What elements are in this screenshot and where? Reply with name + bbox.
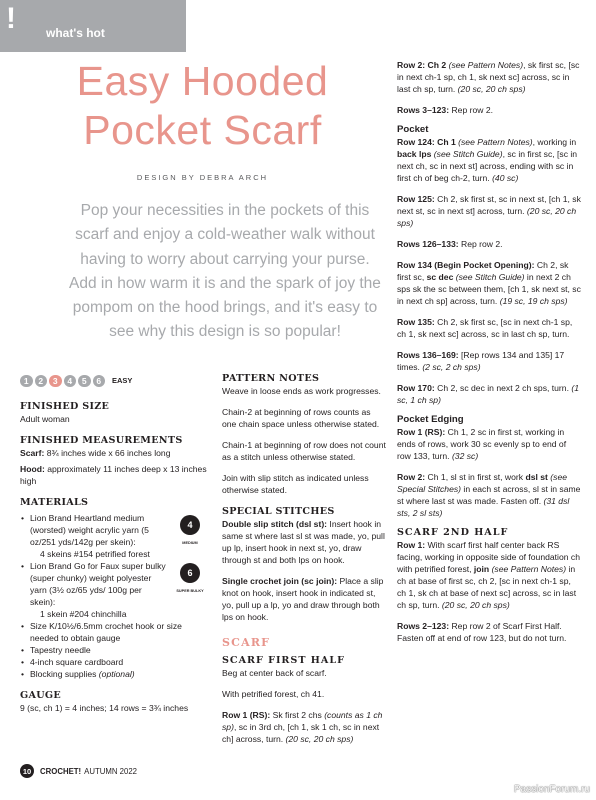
instruction-row-135: Row 135: Ch 2, sk first sc, [sc in next ch-1 sp, ch 1, sk next sc] across, sc in last ch sp, turn. (397, 317, 573, 339)
section-tab (0, 0, 186, 52)
edging-row-1: Row 1 (RS): Ch 1, 2 sc in first st, working in ends of rows, work 30 sc evenly sp to end of row 133, turn. (32 sc) (397, 427, 567, 461)
measurements-scarf: Scarf: 8¾ inches wide x 66 inches long (20, 448, 171, 458)
second-half-rows-2-123: Rows 2–123: Rep row 2 of Scarf First Half. Fasten off at end of row 123, but do not turn. (397, 621, 567, 643)
instruction-rows-136-169: Rows 136–169: [Rep rows 134 and 135] 17 times. (2 sc, 2 ch sps) (397, 350, 565, 372)
list-item: • Size K/10½/6.5mm crochet hook or size needed to obtain gauge (20, 620, 210, 644)
issue-label: AUTUMN 2022 (84, 766, 138, 776)
section-label: what's hot (46, 26, 105, 40)
materials-heading: MATERIALS (20, 497, 89, 508)
instruction-row-2: Row 2: Ch 2 (see Pattern Notes), sk first sc, [sc in next ch-1 sp, ch 1, sk next sc] across, sc in last ch sp, turn. (20 sc, 20 ch sps) (397, 60, 580, 94)
scarf-second-half-heading: SCARF 2ND HALF (397, 527, 509, 538)
finished-size-text: Adult woman (20, 414, 70, 424)
finished-size-heading: FINISHED SIZE (20, 401, 110, 412)
instruction: Beg at center back of scarf. (222, 668, 327, 678)
skill-level-label: EASY (112, 376, 133, 385)
page-number: 10 (20, 764, 34, 778)
instruction-row-125: Row 125: Ch 2, sk first st, sc in next st, [ch 1, sk next st, sc in next st] across, turn. (20 sc, 20 ch sps) (397, 194, 581, 228)
list-item: • Tapestry needle (20, 644, 210, 656)
pattern-note: Weave in loose ends as work progresses. (222, 386, 381, 396)
skill-circle-icon: 6 (93, 375, 106, 388)
skill-circle-icon: 1 (20, 375, 33, 388)
page-title-line1: Easy Hooded (76, 58, 329, 104)
instruction-rows-3-123: Rows 3–123: Rep row 2. (397, 105, 494, 115)
page-title-line2: Pocket Scarf (83, 107, 322, 153)
page-footer (20, 764, 137, 778)
intro-line: Add in how warm it is and the spark of joy the (69, 274, 381, 292)
exclamation-icon: ! (6, 2, 16, 35)
intro-line: Pop your necessities in the pockets of this (80, 202, 370, 219)
instruction: With petrified forest, ch 41. (222, 689, 325, 699)
magazine-name: CROCHET! (40, 766, 82, 776)
skill-level (20, 373, 210, 389)
list-item: • Lion Brand Heartland medium (worsted) weight acrylic yarn (5 oz/251 yds/142g per skein): 4 skeins #154 petrified forest 4 MEDIUM (20, 512, 210, 560)
intro-paragraph (60, 199, 390, 345)
scarf-first-half-heading: SCARF FIRST HALF (222, 655, 345, 666)
pocket-edging-heading: Pocket Edging (397, 414, 464, 425)
gauge-text: 9 (sc, ch 1) = 4 inches; 14 rows = 3¾ inches (20, 703, 189, 713)
stitch-definition: Double slip stitch (dsl st): Insert hook in same st where last sl st was made, yo, pull up lp, insert hook in next st, yo, draw through st and both lps on hook. (222, 519, 385, 565)
yarn-weight-medium-icon: 4 MEDIUM (176, 515, 204, 547)
intro-line: having to worry about carrying your purse. (80, 250, 370, 268)
edging-row-2: Row 2: Ch 1, sl st in first st, work dsl st (see Special Stitches) in each st across, sl st in same st where last st was made. Fasten off. (31 dsl sts, 2 sl sts) (397, 472, 581, 518)
pattern-note: Chain-1 at beginning of row does not count as a stitch unless otherwise stated. (222, 440, 386, 462)
yarn-weight-super-bulky-icon: 6 SUPER BULKY (176, 563, 204, 595)
column-instructions (397, 59, 582, 644)
list-item: • Lion Brand Go for Faux super bulky (super chunky) weight polyester yarn (3½ oz/65 yds/ 100g per skein): 1 skein #204 chinchilla 6 SUPER BULKY (20, 560, 210, 620)
column-notes (222, 373, 387, 745)
intro-line: scarf and enjoy a cold-weather walk without (75, 226, 375, 244)
gauge-heading: GAUGE (20, 690, 62, 701)
pattern-notes-heading: PATTERN NOTES (222, 373, 320, 384)
skill-circle-icon: 2 (35, 375, 48, 388)
intro-line: see why this design is so popular! (109, 323, 341, 341)
designer-credit: DESIGN BY DEBRA ARCH (136, 173, 269, 182)
pattern-note: Chain-2 at beginning of rows counts as one chain space unless otherwise stated. (222, 407, 380, 429)
list-item: • 4-inch square cardboard (20, 656, 210, 668)
stitch-definition: Single crochet join (sc join): Place a slip knot on hook, insert hook in indicated st, yo, pull up a lp, yo and draw through both lps on hook. (222, 576, 384, 622)
intro-line: pompom on the hood brings, and it's easy to (72, 299, 378, 317)
instruction-row-170: Row 170: Ch 2, sc dec in next 2 ch sps, turn. (1 sc, 1 ch sp) (397, 383, 580, 405)
measurements-hood: Hood: approximately 11 inches deep x 13 inches high (20, 464, 207, 486)
pattern-note: Join with slip stitch as indicated unless otherwise stated. (222, 473, 369, 495)
watermark: PassionForum.ru (513, 784, 590, 795)
skill-circle-icon: 4 (64, 375, 77, 388)
pocket-heading: Pocket (397, 124, 429, 135)
instruction-rows-126-133: Rows 126–133: Rep row 2. (397, 239, 503, 249)
skill-circle-icon: 5 (78, 375, 91, 388)
instruction-row-1: Row 1 (RS): Sk first 2 chs (counts as 1 ch sp), sc in 3rd ch, [ch 1, sk 1 ch, sc in next ch] across, turn. (20 sc, 20 ch sps) (222, 710, 383, 744)
materials-list (20, 512, 210, 680)
list-item: • Blocking supplies (optional) (20, 668, 210, 680)
instruction-row-124: Row 124: Ch 1 (see Pattern Notes), working in back lps (see Stitch Guide), sc in first sc, [sc in next ch, sc in next st] across, ending with sc in first ch of beg ch-2, turn. (40 sc) (397, 137, 578, 183)
column-materials (20, 373, 210, 714)
second-half-row-1: Row 1: With scarf first half center back RS facing, working in opposite side of foundation ch with petrified forest, join (see Pattern Notes) in ch at base of first sc, ch 2, [sc in next ch-1 sp, ch 1, sk ch at base of next sc] across, sc in last ch sp, turn. (20 sc, 20 ch sps) (397, 540, 580, 610)
scarf-heading: SCARF (222, 636, 271, 649)
skill-circle-icon: 3 (49, 375, 62, 388)
special-stitches-heading: SPECIAL STITCHES (222, 506, 335, 517)
instruction-row-134: Row 134 (Begin Pocket Opening): Ch 2, sk first sc, sc dec (see Stitch Guide) in next 2 ch sps sk the sc between them, [ch 1, sk next st, sc in next ch sp] across, turn. (19 sc, 19 ch sps) (397, 260, 581, 306)
measurements-heading: FINISHED MEASUREMENTS (20, 435, 183, 446)
